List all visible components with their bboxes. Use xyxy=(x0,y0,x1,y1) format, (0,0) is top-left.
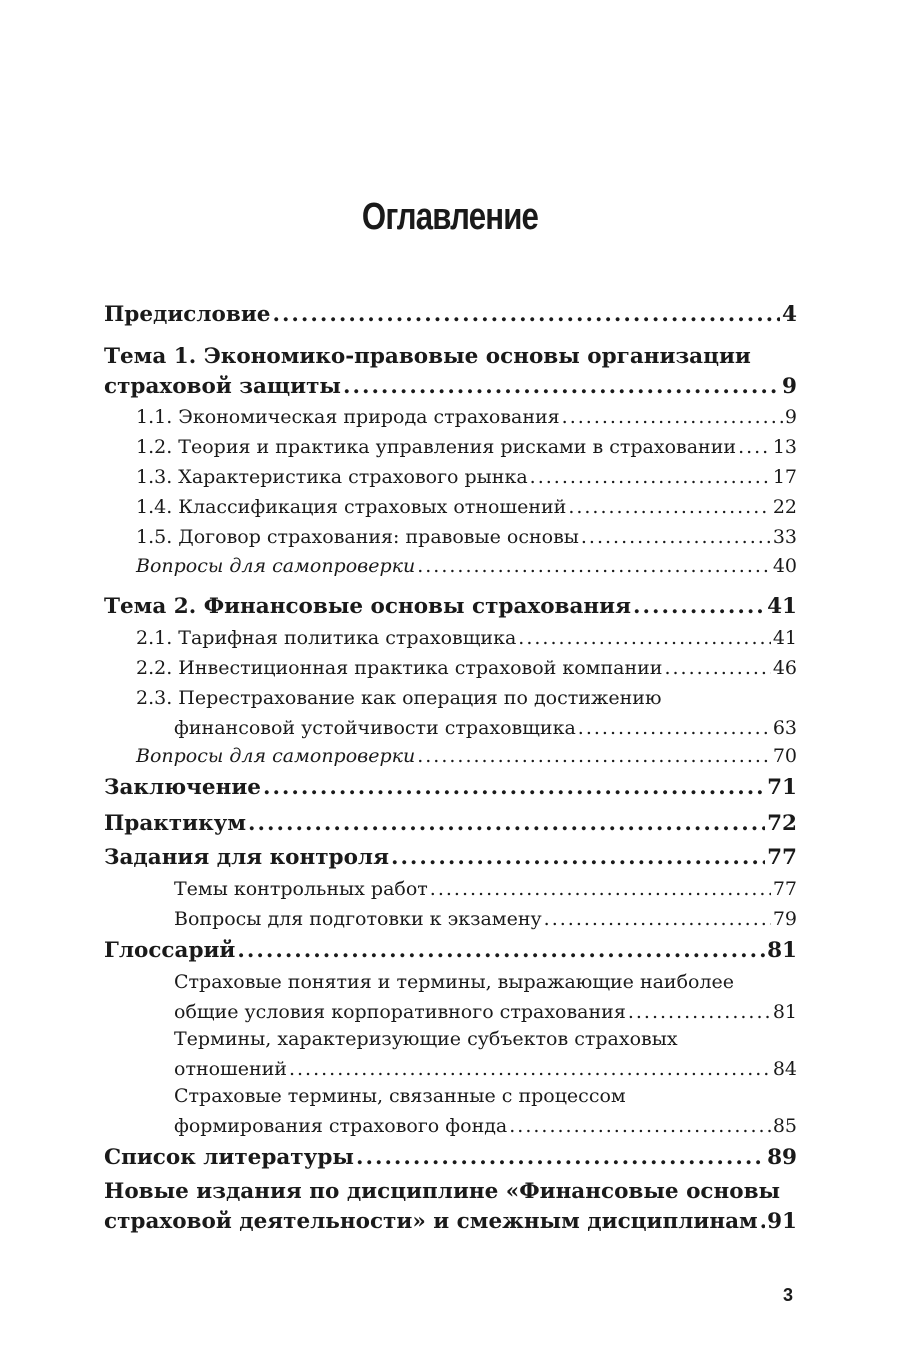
toc-entry-new-editions[interactable] xyxy=(104,1177,797,1237)
leader-dots xyxy=(509,1111,771,1141)
toc-entry-glossary-2[interactable] xyxy=(174,1024,797,1084)
toc-entry-title: Вопросы для самопроверки xyxy=(136,555,416,577)
leader-dots xyxy=(664,653,770,683)
toc-entry-title: общие условия корпоративного страхования xyxy=(174,1001,626,1023)
toc-entry-page: 41 xyxy=(767,594,797,619)
leader-dots xyxy=(263,773,765,803)
toc-entry-topic-1[interactable] xyxy=(104,342,797,402)
toc-entry-page: 71 xyxy=(767,775,797,800)
leader-dots xyxy=(518,623,771,653)
toc-entry-title: 1.5. Договор страхования: правовые основы xyxy=(136,526,579,548)
toc-entry-page: 85 xyxy=(772,1115,797,1137)
leader-dots xyxy=(391,843,765,873)
toc-entry-practicum[interactable] xyxy=(104,809,797,839)
toc-entry-title: 1.3. Характеристика страхового рынка xyxy=(136,466,528,488)
leader-dots xyxy=(272,300,780,330)
toc-entry-title: Список литературы xyxy=(104,1145,354,1170)
toc-entry-title-line-1: 2.3. Перестрахование как операция по достижению xyxy=(136,687,662,709)
toc-entry-title: 2.1. Тарифная политика страховщика xyxy=(136,627,517,649)
toc-entry-title-line-1: Термины, характеризующие субъектов страховых xyxy=(174,1028,678,1050)
toc-entry-title-line-1: Тема 1. Экономико-правовые основы организации xyxy=(104,344,751,369)
leader-dots xyxy=(581,522,771,552)
toc-entry-title: Тема 2. Финансовые основы страхования xyxy=(104,594,631,619)
toc-entry-conclusion[interactable] xyxy=(104,773,797,803)
toc-entry-page: 46 xyxy=(772,657,797,679)
toc-entry-self-check-2[interactable] xyxy=(136,741,797,771)
toc-entry-bibliography[interactable] xyxy=(104,1143,797,1173)
toc-entry-title: страховой деятельности» и смежным дисциплинам xyxy=(104,1209,758,1234)
toc-entry-2-1[interactable] xyxy=(136,623,797,653)
leader-dots xyxy=(417,551,771,581)
toc-entry-page: 81 xyxy=(772,1001,797,1023)
leader-dots xyxy=(544,904,771,934)
leader-dots xyxy=(289,1054,771,1084)
toc-entry-title: Предисловие xyxy=(104,302,271,327)
toc-entry-page: 77 xyxy=(767,845,797,870)
toc-entry-page: 72 xyxy=(767,811,797,836)
toc-entry-1-2[interactable] xyxy=(136,432,797,462)
toc-entry-title: страховой защиты xyxy=(104,374,341,399)
leader-dots xyxy=(530,462,771,492)
toc-entry-preface[interactable] xyxy=(104,300,797,330)
toc-entry-glossary-3[interactable] xyxy=(174,1081,797,1141)
leader-dots xyxy=(430,874,771,904)
page-number: 3 xyxy=(783,1285,794,1305)
leader-dots xyxy=(628,997,771,1027)
toc-entry-title: 2.2. Инвестиционная практика страховой компании xyxy=(136,657,663,679)
toc-entry-title: Вопросы для подготовки к экзамену xyxy=(174,908,542,930)
toc-entry-title: финансовой устойчивости страховщика xyxy=(174,717,576,739)
page-title: Оглавление xyxy=(361,196,539,238)
toc-entry-page: 40 xyxy=(772,555,797,577)
toc-entry-exam-questions[interactable] xyxy=(174,904,797,934)
toc-entry-page: 70 xyxy=(772,745,797,767)
toc-entry-page: 89 xyxy=(767,1145,797,1170)
leader-dots xyxy=(633,592,765,622)
toc-entry-title: 1.4. Классификация страховых отношений xyxy=(136,496,567,518)
toc-entry-title: 1.1. Экономическая природа страхования xyxy=(136,406,560,428)
toc-entry-topic-2[interactable] xyxy=(104,592,797,622)
toc-entry-title-line-1: Страховые термины, связанные с процессом xyxy=(174,1085,626,1107)
toc-entry-page: 77 xyxy=(772,878,797,900)
leader-dots xyxy=(562,402,783,432)
leader-dots xyxy=(568,492,771,522)
toc-entry-self-check-1[interactable] xyxy=(136,551,797,581)
toc-entry-page: 84 xyxy=(772,1058,797,1080)
toc-entry-page: 22 xyxy=(772,496,797,518)
leader-dots xyxy=(578,713,771,743)
toc-entry-page: 79 xyxy=(772,908,797,930)
toc-entry-1-1[interactable] xyxy=(136,402,797,432)
toc-entry-page: 63 xyxy=(772,717,797,739)
toc-entry-page: 9 xyxy=(782,374,797,399)
toc-entry-2-2[interactable] xyxy=(136,653,797,683)
toc-entry-1-3[interactable] xyxy=(136,462,797,492)
toc-entry-page: 4 xyxy=(782,302,797,327)
toc-entry-title: 1.2. Теория и практика управления рисками в страховании xyxy=(136,436,737,458)
toc-entry-page: 91 xyxy=(767,1209,797,1234)
toc-entry-title-line-1: Страховые понятия и термины, выражающие наиболее xyxy=(174,971,735,993)
toc-entry-title: формирования страхового фонда xyxy=(174,1115,508,1137)
leader-dots xyxy=(738,432,771,462)
leader-dots xyxy=(356,1143,765,1173)
leader-dots xyxy=(343,372,780,402)
leader-dots xyxy=(237,936,765,966)
toc-entry-title: Заключение xyxy=(104,775,261,800)
toc-entry-page: 9 xyxy=(784,406,797,428)
toc-entry-title: Глоссарий xyxy=(104,938,236,963)
toc-entry-title: Вопросы для самопроверки xyxy=(136,745,416,767)
toc-entry-page: 13 xyxy=(772,436,797,458)
toc-entry-title: Темы контрольных работ xyxy=(174,878,428,900)
leader-dots xyxy=(760,1207,765,1237)
toc-entry-title: отношений xyxy=(174,1058,287,1080)
toc-entry-page: 81 xyxy=(767,938,797,963)
toc-entry-page: 41 xyxy=(772,627,797,649)
toc-entry-2-3[interactable] xyxy=(136,683,797,743)
toc-entry-control-tasks[interactable] xyxy=(104,843,797,873)
toc-entry-page: 33 xyxy=(772,526,797,548)
toc-entry-title: Задания для контроля xyxy=(104,845,389,870)
toc-entry-1-4[interactable] xyxy=(136,492,797,522)
toc-entry-page: 17 xyxy=(772,466,797,488)
toc-entry-control-works[interactable] xyxy=(174,874,797,904)
leader-dots xyxy=(417,741,771,771)
toc-entry-glossary[interactable] xyxy=(104,936,797,966)
toc-entry-glossary-1[interactable] xyxy=(174,967,797,1027)
toc-entry-title-line-1: Новые издания по дисциплине «Финансовые основы xyxy=(104,1179,781,1204)
toc-entry-title: Практикум xyxy=(104,811,247,836)
toc-entry-1-5[interactable] xyxy=(136,522,797,552)
leader-dots xyxy=(248,809,765,839)
